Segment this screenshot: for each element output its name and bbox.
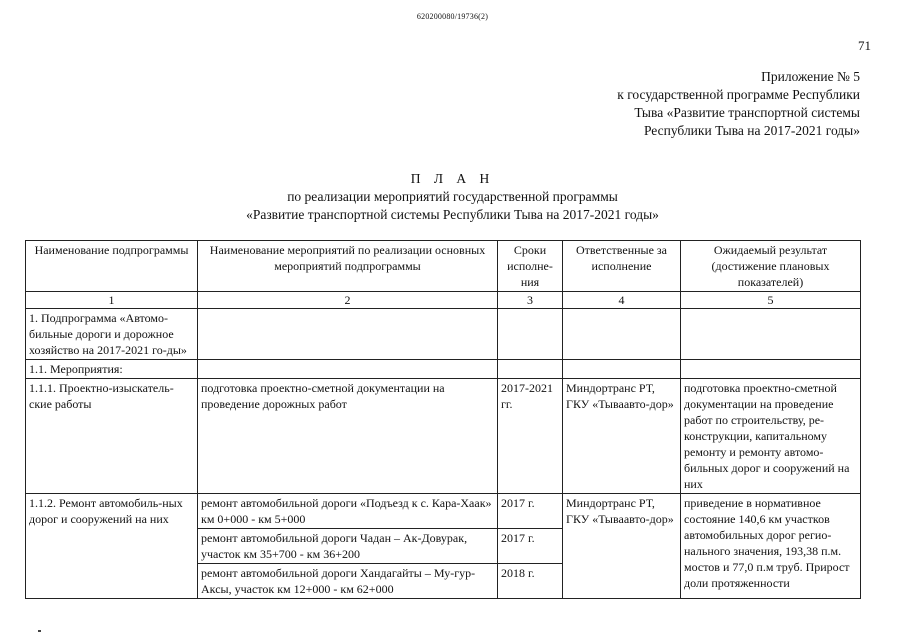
table-header-row bbox=[26, 241, 861, 292]
table-row bbox=[26, 309, 861, 360]
plan-subtitle: по реализации мероприятий государственной программы bbox=[287, 189, 618, 204]
measure-term: 2017 г. bbox=[498, 494, 563, 529]
empty-cell bbox=[563, 309, 681, 360]
measure-name: 1.1.2. Ремонт автомобиль-ных дорог и сооружений на них bbox=[26, 494, 198, 599]
column-number: 5 bbox=[681, 292, 861, 309]
column-number: 2 bbox=[198, 292, 498, 309]
subprogram-title: 1. Подпрограмма «Автомо-бильные дороги и дорожное хозяйство на 2017-2021 го-ды» bbox=[26, 309, 198, 360]
plan-table bbox=[25, 240, 861, 599]
column-number: 1 bbox=[26, 292, 198, 309]
measure-term: 2017-2021 гг. bbox=[498, 379, 563, 494]
empty-cell bbox=[198, 309, 498, 360]
header-result: Ожидаемый результат (достижение плановых показателей) bbox=[681, 241, 861, 292]
measure-responsible: Миндортранс РТ, ГКУ «Тываавто-дор» bbox=[563, 494, 681, 599]
appendix-line: Республики Тыва на 2017-2021 годы» bbox=[643, 123, 860, 138]
empty-cell bbox=[563, 360, 681, 379]
empty-cell bbox=[681, 309, 861, 360]
appendix-line: к государственной программе Республики bbox=[617, 87, 860, 102]
table-row bbox=[26, 379, 861, 494]
measure-term: 2018 г. bbox=[498, 564, 563, 599]
table-row bbox=[26, 360, 861, 379]
empty-cell bbox=[498, 360, 563, 379]
header-responsible: Ответственные за исполнение bbox=[563, 241, 681, 292]
header-terms: Сроки исполне-ния bbox=[498, 241, 563, 292]
appendix-line: Тыва «Развитие транспортной системы bbox=[634, 105, 860, 120]
measure-activity: подготовка проектно-сметной документации на проведение дорожных работ bbox=[198, 379, 498, 494]
measures-label: 1.1. Мероприятия: bbox=[26, 360, 198, 379]
measure-activity: ремонт автомобильной дороги Хандагайты – Му-гур-Аксы, участок км 12+000 - км 62+000 bbox=[198, 564, 498, 599]
column-number: 4 bbox=[563, 292, 681, 309]
measure-term: 2017 г. bbox=[498, 529, 563, 564]
measure-result: подготовка проектно-сметной документации на проведение работ по строительству, ре-конструкции, капитальному ремонту и ремонту автомо-бильных дорог и сооружений на них bbox=[681, 379, 861, 494]
column-number: 3 bbox=[498, 292, 563, 309]
plan-subtitle: «Развитие транспортной системы Республики Тыва на 2017-2021 годы» bbox=[246, 207, 659, 222]
table-row bbox=[26, 494, 861, 529]
plan-title bbox=[0, 170, 905, 224]
plan-heading: П Л А Н bbox=[410, 171, 495, 186]
scan-mark bbox=[38, 630, 41, 632]
measure-result: приведение в нормативное состояние 140,6 км участков автомобильных дорог регио-нального значения, 193,38 п.м. мостов и 77,0 п.м труб. Прирост доли протяженности bbox=[681, 494, 861, 599]
column-number-row bbox=[26, 292, 861, 309]
header-subprogram: Наименование подпрограммы bbox=[26, 241, 198, 292]
header-activities: Наименование мероприятий по реализации основных мероприятий подпрограммы bbox=[198, 241, 498, 292]
appendix-line: Приложение № 5 bbox=[761, 69, 860, 84]
measure-activity: ремонт автомобильной дороги «Подъезд к с. Кара-Хаак» км 0+000 - км 5+000 bbox=[198, 494, 498, 529]
measure-responsible: Миндортранс РТ, ГКУ «Тываавто-дор» bbox=[563, 379, 681, 494]
page-number: 71 bbox=[858, 38, 871, 53]
empty-cell bbox=[681, 360, 861, 379]
empty-cell bbox=[198, 360, 498, 379]
document-code: 620200080/19736(2) bbox=[416, 12, 489, 21]
appendix-block bbox=[560, 68, 860, 140]
measure-name: 1.1.1. Проектно-изыскатель-ские работы bbox=[26, 379, 198, 494]
measure-activity: ремонт автомобильной дороги Чадан – Ак-Довурак, участок км 35+700 - км 36+200 bbox=[198, 529, 498, 564]
empty-cell bbox=[498, 309, 563, 360]
